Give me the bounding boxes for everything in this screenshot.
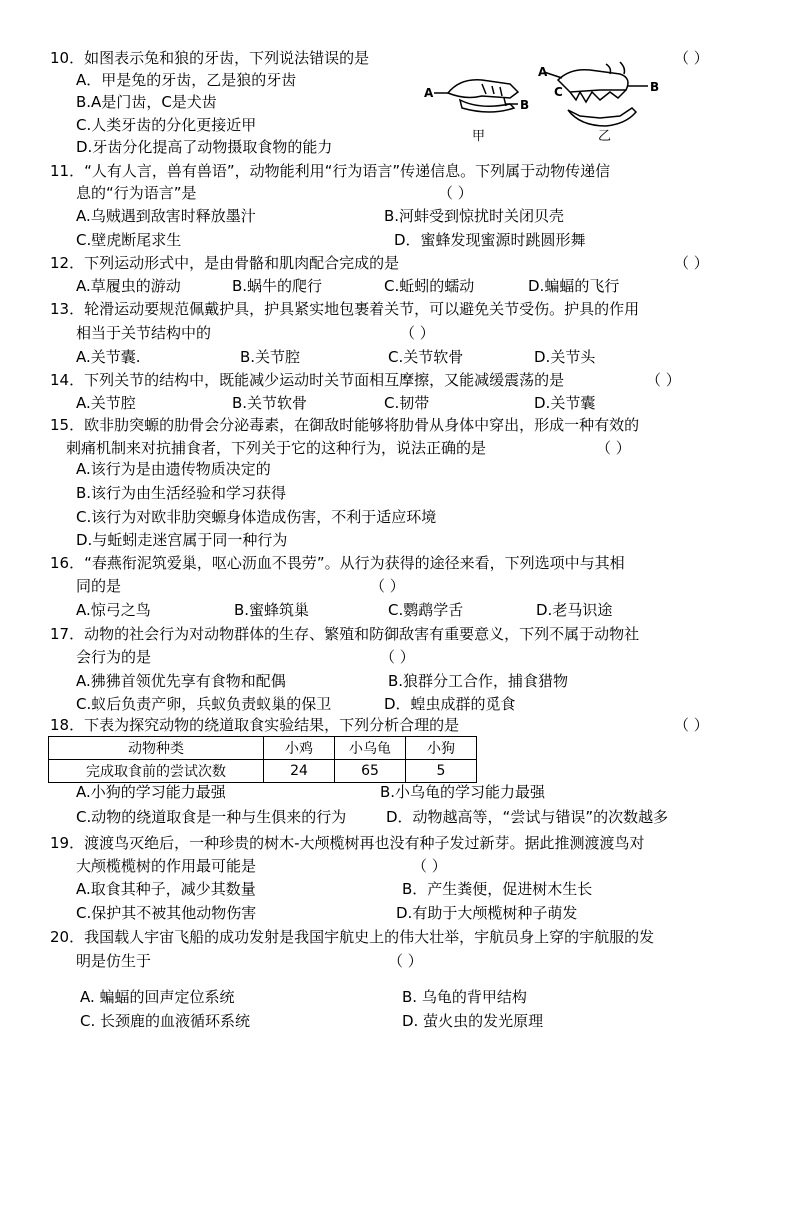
q12-option-b: B.蜗牛的爬行 [232, 277, 323, 295]
q14-option-c: C.韧带 [384, 394, 430, 412]
q19-paren: （ ） [412, 857, 447, 875]
table-header-cell: 小鸡 [264, 737, 335, 760]
q11-option-b: B.河蚌受到惊扰时关闭贝壳 [384, 207, 565, 225]
q17-stem-line2: 会行为的是 [76, 648, 152, 666]
q12-option-c: C.蚯蚓的蠕动 [384, 277, 475, 295]
q15-stem-line1: 15．欧非肋突螈的肋骨会分泌毒素，在御敌时能够将肋骨从身体中穿出，形成一种有效的 [50, 416, 640, 434]
label-yi: 乙 [598, 129, 612, 144]
q12-option-d: D.蝙蝠的飞行 [528, 277, 620, 295]
experiment-table [48, 736, 477, 783]
q13-option-c: C.关节软骨 [388, 348, 464, 366]
q20-option-b: B. 乌龟的背甲结构 [402, 988, 527, 1006]
q20-option-d: D. 萤火虫的发光原理 [402, 1012, 544, 1030]
q10-paren: （ ） [674, 49, 709, 67]
q18-stem: 18．下表为探究动物的绕道取食实验结果，下列分析合理的是 [50, 716, 460, 734]
q18-option-d: D．动物越高等，“尝试与错误”的次数越多 [386, 808, 669, 826]
q19-option-a: A.取食其种子，减少其数量 [76, 880, 256, 898]
table-cell: 5 [406, 760, 477, 783]
q15-stem-line2: 刺痛机制来对抗捕食者，下列关于它的这种行为，说法正确的是 [66, 439, 487, 457]
label-B-right: B [650, 80, 660, 94]
q11-paren: （ ） [438, 184, 473, 202]
q19-option-c: C.保护其不被其他动物伤害 [76, 904, 257, 922]
table-header-row [49, 737, 477, 760]
q20-option-a: A. 蝙蝠的回声定位系统 [80, 988, 235, 1006]
q18-option-b: B.小乌龟的学习能力最强 [380, 783, 546, 801]
table-cell: 24 [264, 760, 335, 783]
q20-paren: （ ） [388, 952, 423, 970]
q20-option-c: C. 长颈鹿的血液循环系统 [80, 1012, 251, 1030]
q10-option-b: B.A是门齿，C是犬齿 [76, 93, 217, 111]
q13-stem-line2: 相当于关节结构中的 [76, 324, 212, 342]
q16-option-b: B.蜜蜂筑巢 [234, 601, 310, 619]
q13-option-a: A.关节囊. [76, 348, 141, 366]
q13-option-b: B.关节腔 [240, 348, 301, 366]
table-row [49, 760, 477, 783]
q11-option-c: C.壁虎断尾求生 [76, 231, 182, 249]
q12-stem: 12．下列运动形式中，是由骨骼和肌肉配合完成的是 [50, 254, 400, 272]
q19-stem-line1: 19．渡渡鸟灭绝后，一种珍贵的树木-大颅榄树再也没有种子发过新芽。据此推测渡渡鸟对 [50, 834, 645, 852]
q17-option-d: D．蝗虫成群的觅食 [384, 695, 516, 713]
q13-paren: （ ） [400, 324, 435, 342]
q18-paren: （ ） [674, 716, 709, 734]
q15-paren: （ ） [596, 439, 631, 457]
q11-option-d: D．蜜蜂发现蜜源时跳圆形舞 [394, 231, 586, 249]
label-A-right: A [538, 65, 548, 79]
q17-paren: （ ） [380, 648, 415, 666]
q16-option-d: D.老马识途 [536, 601, 613, 619]
q10-stem: 10．如图表示兔和狼的牙齿，下列说法错误的是 [50, 49, 370, 67]
q16-paren: （ ） [370, 577, 405, 595]
table-cell: 65 [335, 760, 406, 783]
q12-option-a: A.草履虫的游动 [76, 277, 181, 295]
q18-option-a: A.小狗的学习能力最强 [76, 783, 226, 801]
q19-stem-line2: 大颅榄榄树的作用最可能是 [76, 857, 257, 875]
q11-stem-line2: 息的“行为语言”是 [76, 184, 197, 202]
table-cell: 完成取食前的尝试次数 [49, 760, 264, 783]
q17-option-b: B.狼群分工合作，捕食猎物 [388, 672, 569, 690]
q12-paren: （ ） [674, 254, 709, 272]
q10-option-c: C.人类牙齿的分化更接近甲 [76, 116, 257, 134]
q15-option-b: B.该行为由生活经验和学习获得 [76, 484, 287, 502]
q15-option-a: A.该行为是由遗传物质决定的 [76, 460, 271, 478]
table-header-cell: 小狗 [406, 737, 477, 760]
q20-stem-line1: 20．我国载人宇宙飞船的成功发射是我国宇航史上的伟大壮举，宇航员身上穿的宇航服的发 [50, 928, 655, 946]
q15-option-c: C.该行为对欧非肋突螈身体造成伤害，不利于适应环境 [76, 508, 437, 526]
q18-option-c: C.动物的绕道取食是一种与生俱来的行为 [76, 808, 347, 826]
q14-option-d: D.关节囊 [534, 394, 596, 412]
q15-option-d: D.与蚯蚓走迷宫属于同一种行为 [76, 531, 288, 549]
q13-stem-line1: 13．轮滑运动要规范佩戴护具，护具紧实地包裹着关节，可以避免关节受伤。护具的作用 [50, 300, 640, 318]
q20-stem-line2: 明是仿生于 [76, 952, 152, 970]
q14-option-b: B.关节软骨 [232, 394, 308, 412]
q16-stem-line1: 16．“春燕衔泥筑爱巢，呕心沥血不畏劳”。从行为获得的途径来看，下列选项中与其相 [50, 554, 625, 572]
label-B-left: B [520, 98, 530, 112]
q10-option-d: D.牙齿分化提高了动物摄取食物的能力 [76, 138, 333, 156]
q17-option-c: C.蚁后负责产卵，兵蚁负责蚁巢的保卫 [76, 695, 332, 713]
teeth-figure [420, 60, 670, 150]
q11-option-a: A.乌贼遇到敌害时释放墨汁 [76, 207, 256, 225]
q14-stem: 14．下列关节的结构中，既能减少运动时关节面相互摩擦，又能减缓震荡的是 [50, 371, 565, 389]
q13-option-d: D.关节头 [534, 348, 596, 366]
label-jia: 甲 [472, 129, 486, 144]
q14-option-a: A.关节腔 [76, 394, 136, 412]
rabbit-skull-drawing [434, 80, 518, 112]
q16-option-a: A.惊弓之鸟 [76, 601, 151, 619]
q19-option-d: D.有助于大颅榄树种子萌发 [396, 904, 578, 922]
q14-paren: （ ） [646, 371, 681, 389]
label-C-right: C [554, 85, 563, 99]
q10-option-a: A．甲是兔的牙齿，乙是狼的牙齿 [76, 71, 297, 89]
q16-option-c: C.鹦鹉学舌 [388, 601, 464, 619]
q11-stem-line1: 11．“人有人言，兽有兽语”，动物能利用“行为语言”传递信息。下列属于动物传递信 [50, 162, 611, 180]
table-header-cell: 小乌龟 [335, 737, 406, 760]
q16-stem-line2: 同的是 [76, 577, 122, 595]
q17-stem-line1: 17．动物的社会行为对动物群体的生存、繁殖和防御敌害有重要意义，下列不属于动物社 [50, 625, 640, 643]
table-header-cell: 动物种类 [49, 737, 264, 760]
q19-option-b: B．产生粪便，促进树木生长 [402, 880, 593, 898]
label-A-left: A [424, 86, 434, 100]
q17-option-a: A.狒狒首领优先享有食物和配偶 [76, 672, 286, 690]
